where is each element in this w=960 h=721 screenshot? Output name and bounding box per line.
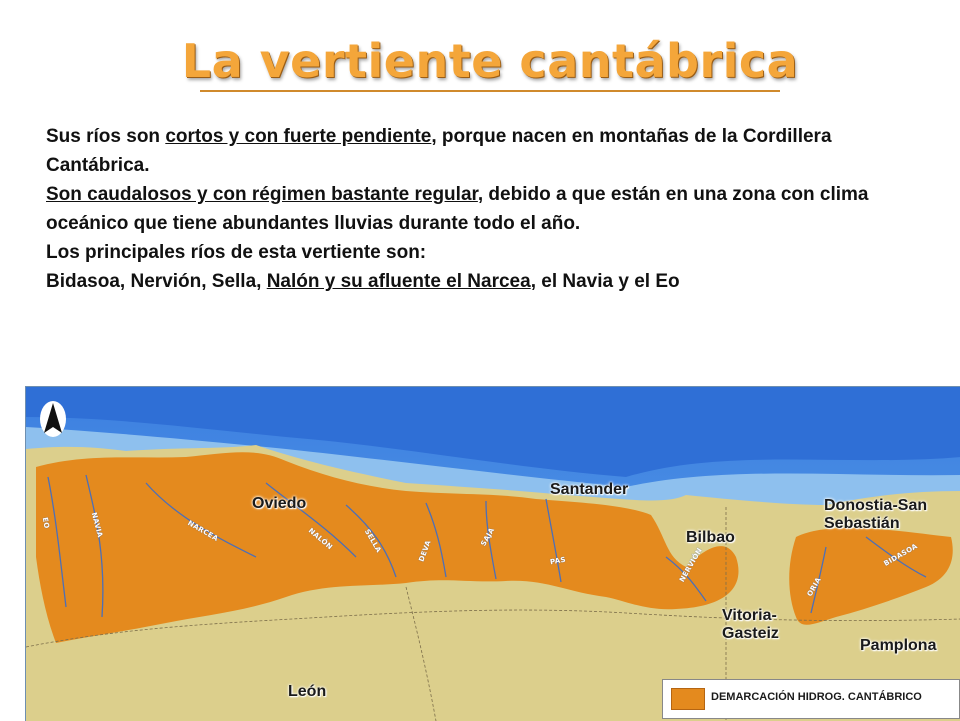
city-santander: Santander	[550, 481, 629, 498]
map-graphic	[26, 387, 960, 721]
line-2	[46, 180, 926, 238]
city-leon: León	[288, 683, 327, 700]
basin-map	[25, 386, 960, 721]
line-2-end: , debido a que están en una zona con clima oceánico que tiene abundantes lluvias durante todo el año.	[46, 184, 869, 234]
line-4-underlined: Nalón y su afluente el Narcea	[266, 271, 531, 292]
line-1-underlined: cortos y con fuerte pendiente	[165, 126, 432, 147]
body-text	[46, 122, 926, 296]
city-donostia: Donostia-San Sebastián	[824, 497, 928, 532]
city-bilbao: Bilbao	[686, 529, 735, 546]
line-3: Los principales ríos de esta vertiente son:	[46, 242, 427, 263]
river-label-nervion: NERVIÓN	[678, 546, 704, 584]
city-oviedo: Oviedo	[252, 495, 307, 512]
line-4	[46, 267, 926, 296]
city-pamplona: Pamplona	[860, 637, 937, 654]
river-label-eo: EO	[40, 516, 51, 530]
line-4-start: Bidasoa, Nervión, Sella,	[46, 271, 267, 292]
page-title: La vertiente cantábrica	[181, 34, 799, 88]
legend-swatch	[671, 688, 705, 710]
river-label-deva: DEVA	[417, 539, 433, 563]
line-4-end: , el Navia y el Eo	[530, 271, 680, 292]
line-1	[46, 122, 926, 180]
river-label-oria: ORIA	[805, 576, 823, 598]
line-1-start: Sus ríos son	[46, 126, 166, 147]
river-label-nalon: NALÓN	[306, 526, 334, 552]
line-2-underlined: Son caudalosos y con régimen bastante regular	[46, 184, 478, 205]
line-1-end: , porque nacen en montañas de la Cordillera Cantábrica.	[46, 126, 832, 176]
river-label-sella: SELLA	[362, 527, 383, 555]
map-legend	[662, 679, 960, 719]
river-label-bidasoa: BIDASOA	[882, 542, 919, 568]
city-vitoria: Vitoria-Gasteiz	[722, 607, 779, 642]
river-label-narcea: NARCEA	[186, 519, 220, 543]
river-label-pas: PAS	[549, 555, 567, 567]
river-label-saja: SAJA	[479, 526, 497, 548]
river-label-navia: NAVIA	[89, 511, 105, 539]
legend-label: DEMARCACIÓN HIDROG. CANTÁBRICO	[711, 691, 922, 703]
north-arrow-icon	[38, 399, 68, 439]
title-underline	[200, 90, 780, 92]
